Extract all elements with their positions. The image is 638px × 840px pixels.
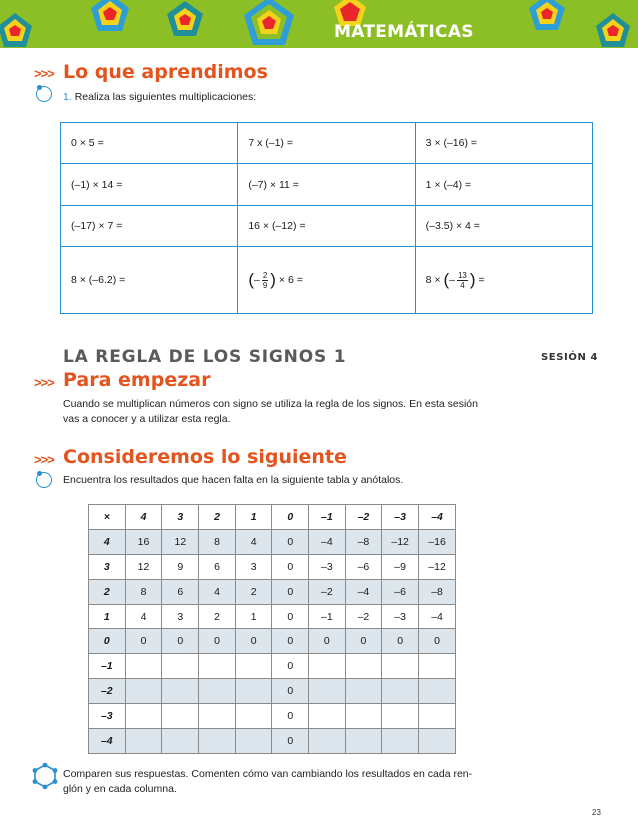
exercise-cell[interactable]: (–7) × 11 =: [238, 164, 415, 205]
table-cell[interactable]: [382, 704, 419, 729]
instruction: [63, 90, 256, 105]
table-cell[interactable]: [235, 729, 272, 754]
table-cell: 0: [199, 629, 236, 654]
table-cell[interactable]: [419, 704, 456, 729]
minus-sign: –: [254, 273, 260, 286]
table-cell[interactable]: [382, 654, 419, 679]
table-cell[interactable]: [345, 729, 382, 754]
table-row: [89, 729, 456, 754]
table-cell: 4: [199, 579, 236, 604]
table-cell: –3: [309, 554, 346, 579]
table-cell[interactable]: [345, 679, 382, 704]
table-cell[interactable]: [382, 679, 419, 704]
ring-dot-icon: [37, 85, 42, 90]
table-cell: 0: [162, 629, 199, 654]
table-header-cell: –1: [309, 505, 346, 530]
pentagon-decor-6: [524, 0, 570, 34]
table-cell: 0: [125, 629, 162, 654]
section-title-lo-que-aprendimos: Lo que aprendimos: [63, 61, 268, 83]
table-header-cell: –4: [89, 729, 126, 754]
table-header-cell: 3: [162, 505, 199, 530]
table-cell: 0: [419, 629, 456, 654]
exercise-cell[interactable]: (–3.5) × 4 =: [415, 205, 592, 246]
expression-prefix: 8 ×: [425, 273, 441, 286]
table-cell: –12: [419, 554, 456, 579]
numerator: 13: [457, 270, 467, 280]
exercise-table: [60, 122, 593, 314]
exercise-row: [61, 123, 593, 164]
table-header-cell: 3: [89, 554, 126, 579]
section-title-consideremos: Consideremos lo siguiente: [63, 446, 347, 468]
denominator: 9: [262, 280, 268, 290]
exercise-cell[interactable]: 7 x (–1) =: [238, 123, 415, 164]
table-cell: 6: [162, 579, 199, 604]
minus-sign: –: [449, 273, 455, 286]
table-cell: –16: [419, 529, 456, 554]
table-cell: 0: [272, 704, 309, 729]
exercise-cell[interactable]: (–17) × 7 =: [61, 205, 238, 246]
table-cell: 4: [125, 604, 162, 629]
instruction-text: Realiza las siguientes multiplicaciones:: [74, 91, 257, 103]
table-row: [89, 579, 456, 604]
table-cell: –8: [345, 529, 382, 554]
exercise-cell[interactable]: 1 × (–4) =: [415, 164, 592, 205]
table-header-cell: 2: [89, 579, 126, 604]
table-cell[interactable]: [162, 704, 199, 729]
exercise-cell-fraction[interactable]: [415, 247, 592, 314]
exercise-row: [61, 164, 593, 205]
pentagon-decor-4: [238, 0, 300, 48]
paragraph-line: vas a conocer y a utilizar esta regla.: [63, 413, 231, 425]
section-arrows: >>>: [34, 66, 54, 81]
pentagon-decor-3: [162, 0, 208, 40]
table-cell: –3: [382, 604, 419, 629]
table-row: [89, 679, 456, 704]
table-cell[interactable]: [419, 729, 456, 754]
paren-open: (: [443, 270, 450, 290]
table-row: [89, 529, 456, 554]
table-cell[interactable]: [309, 729, 346, 754]
series-numeral: II: [476, 7, 503, 44]
lesson-title: LA REGLA DE LOS SIGNOS 1: [63, 347, 347, 367]
table-cell: 0: [309, 629, 346, 654]
table-cell[interactable]: [125, 654, 162, 679]
ring-dot-icon: [37, 471, 42, 476]
numerator: 2: [262, 270, 268, 280]
table-cell: 0: [272, 729, 309, 754]
table-header-cell: 4: [125, 505, 162, 530]
table-cell[interactable]: [235, 679, 272, 704]
table-cell: 2: [199, 604, 236, 629]
table-cell: –12: [382, 529, 419, 554]
table-header-cell: 2: [199, 505, 236, 530]
table-cell: –2: [309, 579, 346, 604]
table-header-row: [89, 505, 456, 530]
table-cell[interactable]: [309, 704, 346, 729]
table-header-cell: 1: [89, 604, 126, 629]
table-cell[interactable]: [235, 704, 272, 729]
table-cell[interactable]: [309, 654, 346, 679]
paren-open: (: [248, 270, 254, 290]
table-cell[interactable]: [199, 654, 236, 679]
table-cell: 4: [235, 529, 272, 554]
section-arrows: >>>: [34, 452, 54, 467]
table-cell: –2: [345, 604, 382, 629]
table-cell: –4: [345, 579, 382, 604]
table-cell[interactable]: [235, 654, 272, 679]
instruction-number: 1.: [63, 91, 72, 103]
table-header-cell: –1: [89, 654, 126, 679]
fraction: [262, 271, 268, 290]
table-cell: 8: [125, 579, 162, 604]
table-header-cell: –3: [382, 505, 419, 530]
exercise-cell[interactable]: (–1) × 14 =: [61, 164, 238, 205]
section-arrows: >>>: [34, 375, 54, 390]
table-cell[interactable]: [125, 679, 162, 704]
table-header-cell: 4: [89, 529, 126, 554]
table-header-cell: 0: [89, 629, 126, 654]
table-cell: 2: [235, 579, 272, 604]
section-title-para-empezar: Para empezar: [63, 369, 211, 391]
exercise-row: [61, 247, 593, 314]
table-cell[interactable]: [162, 679, 199, 704]
table-cell: 3: [162, 604, 199, 629]
table-cell[interactable]: [419, 654, 456, 679]
table-row: [89, 604, 456, 629]
table-row: [89, 629, 456, 654]
compare-line: Comparen sus respuestas. Comenten cómo van cambiando los resultados en cada ren-: [63, 768, 473, 780]
table-row: [89, 654, 456, 679]
table-cell: 0: [235, 629, 272, 654]
table-cell: 16: [125, 529, 162, 554]
exercise-cell-fraction[interactable]: [238, 247, 415, 314]
session-label: SESIÓN 4: [541, 352, 599, 363]
table-cell[interactable]: [199, 729, 236, 754]
table-cell: 0: [345, 629, 382, 654]
table-cell: 6: [199, 554, 236, 579]
table-header-cell: –3: [89, 704, 126, 729]
table-row: [89, 704, 456, 729]
table-cell[interactable]: [199, 704, 236, 729]
exercise-cell[interactable]: 8 × (–6.2) =: [61, 247, 238, 314]
table-cell: 12: [125, 554, 162, 579]
table-cell: 0: [272, 579, 309, 604]
table-cell: –4: [309, 529, 346, 554]
exercise-cell[interactable]: 3 × (–16) =: [415, 123, 592, 164]
table-cell: 3: [235, 554, 272, 579]
table-cell: –6: [345, 554, 382, 579]
table-header-cell: ×: [89, 505, 126, 530]
expression-rest: =: [478, 273, 485, 286]
exercise-row: [61, 205, 593, 246]
table-cell: 1: [235, 604, 272, 629]
table-header-cell: –4: [419, 505, 456, 530]
table-cell: –4: [419, 604, 456, 629]
exercise-cell[interactable]: 16 × (–12) =: [238, 205, 415, 246]
table-cell[interactable]: [162, 729, 199, 754]
table-cell[interactable]: [419, 679, 456, 704]
table-cell[interactable]: [162, 654, 199, 679]
table-header-cell: 0: [272, 505, 309, 530]
exercise-cell[interactable]: 0 × 5 =: [61, 123, 238, 164]
pentagon-decor-2: [86, 0, 134, 32]
expression-rest: × 6 =: [278, 273, 303, 286]
table-cell: 0: [272, 654, 309, 679]
table-cell[interactable]: [199, 679, 236, 704]
table-cell[interactable]: [125, 704, 162, 729]
table-cell: 0: [272, 679, 309, 704]
table-cell: –9: [382, 554, 419, 579]
table-row: [89, 554, 456, 579]
table-cell: 9: [162, 554, 199, 579]
multiplication-table: [88, 504, 456, 754]
fraction: [457, 271, 468, 290]
instruction-text: Encuentra los resultados que hacen falta en la siguiente tabla y anótalos.: [63, 474, 404, 486]
table-cell[interactable]: [382, 729, 419, 754]
table-cell[interactable]: [345, 654, 382, 679]
compare-line: glón y en cada columna.: [63, 783, 177, 795]
table-cell: 8: [199, 529, 236, 554]
table-cell: 0: [272, 604, 309, 629]
table-cell[interactable]: [309, 679, 346, 704]
table-cell: –8: [419, 579, 456, 604]
paren-close: ): [469, 270, 476, 290]
table-cell: –1: [309, 604, 346, 629]
table-cell: 0: [272, 554, 309, 579]
table-cell[interactable]: [345, 704, 382, 729]
paragraph-line: Cuando se multiplican números con signo se utiliza la regla de los signos. En esta sesión: [63, 398, 478, 410]
table-cell: 0: [272, 629, 309, 654]
table-header-cell: –2: [89, 679, 126, 704]
table-header-cell: 1: [235, 505, 272, 530]
table-cell: 0: [272, 529, 309, 554]
table-cell[interactable]: [125, 729, 162, 754]
denominator: 4: [460, 280, 465, 290]
pentagon-decor-7: [592, 12, 634, 50]
page-number: 23: [592, 808, 601, 817]
table-cell: –6: [382, 579, 419, 604]
series-title: MATEMÁTICAS: [334, 22, 474, 42]
hexagon-dots-icon: [32, 763, 58, 789]
pentagon-decor-1: [0, 12, 36, 50]
table-cell: 0: [382, 629, 419, 654]
table-cell: 12: [162, 529, 199, 554]
table-header-cell: –2: [345, 505, 382, 530]
paren-close: ): [270, 270, 276, 290]
